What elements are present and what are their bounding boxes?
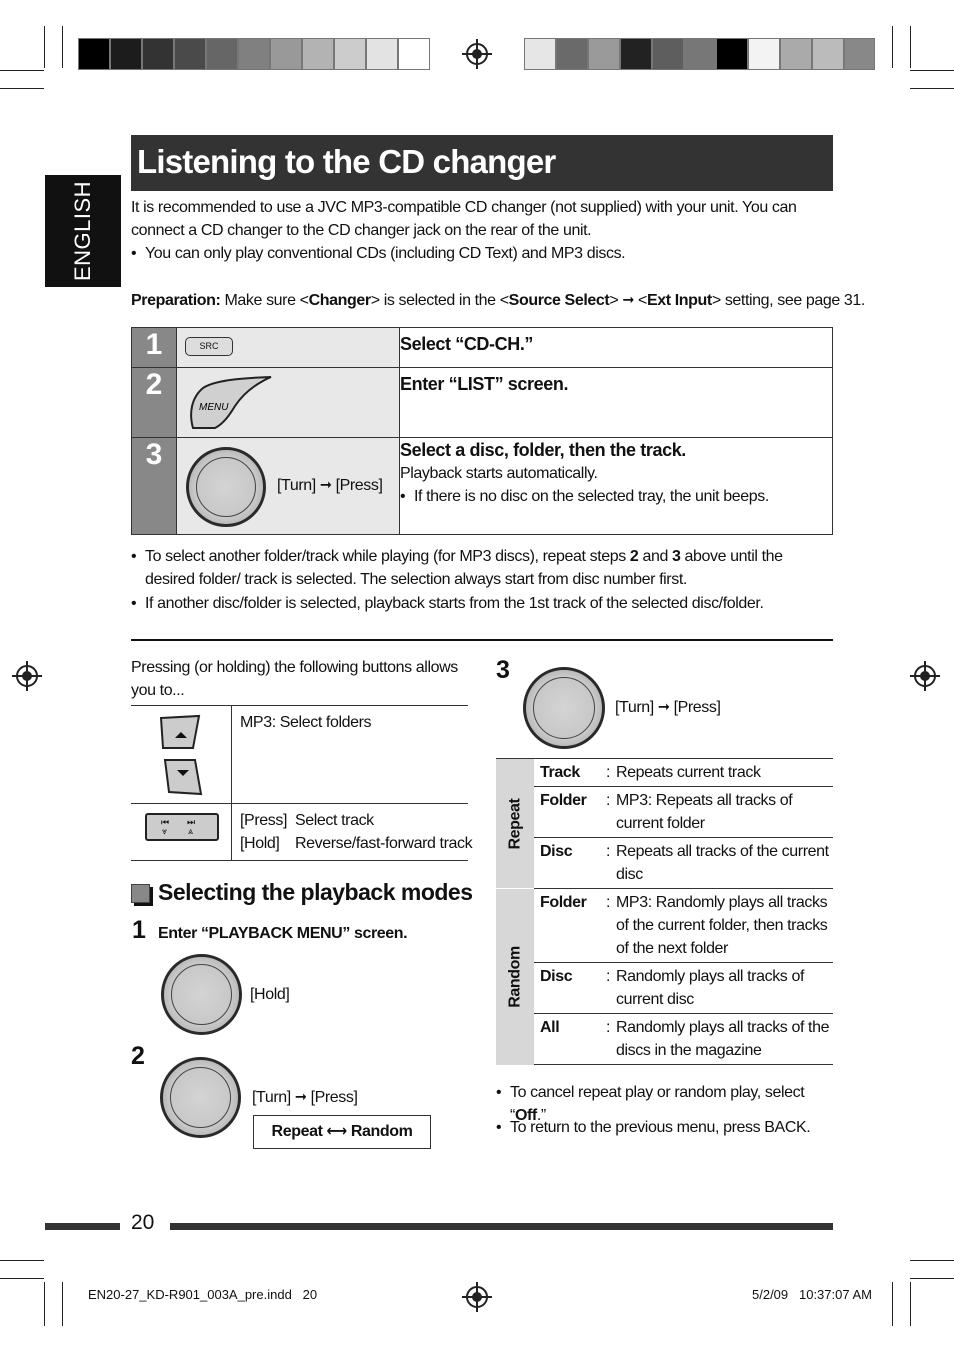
arrow-right-icon: ➞ (622, 292, 634, 309)
control-dial-icon (523, 667, 605, 749)
note-1: • To select another folder/track while playing (for MP3 discs), repeat steps 2 and 3 above until the desired folder/ track is selected. The selection always start from disc number first. (131, 548, 783, 588)
pm-step1-hold: [Hold] (250, 986, 290, 1003)
registration-mark-icon (466, 43, 488, 65)
pm-step2-turn-press: [Turn] ➞ [Press] (252, 1089, 358, 1106)
up-button-icon (159, 714, 203, 752)
step-bullet: • If there is no disc on the selected tray, the unit beeps. (400, 488, 769, 505)
mode-key: Track (534, 759, 600, 787)
down-button-icon (161, 758, 205, 798)
mode-row (496, 889, 833, 963)
src-button-icon (185, 337, 233, 356)
mode-value: Repeats current track (616, 759, 833, 787)
step-icon-cell (177, 368, 400, 438)
pm-step3-turn-press: [Turn] ➞ [Press] (615, 699, 721, 716)
intro-bullet-text: You can only play conventional CDs (including CD Text) and MP3 discs. (145, 245, 626, 262)
preparation-ext-input: Ext Input (646, 292, 712, 309)
pm-step1-number: 1 (132, 916, 146, 944)
buttons-intro: Pressing (or holding) the following buttons allows you to... (131, 659, 458, 699)
step-title: Enter “LIST” screen. (400, 368, 833, 438)
mode-row (496, 963, 833, 1014)
mode-key: All (534, 1014, 600, 1065)
footer-bar-left (45, 1223, 120, 1230)
step-description (400, 438, 833, 535)
step-icon-cell (177, 438, 400, 535)
buttons-row-track-text: [Press] Select track [Hold] Reverse/fast-forward track (240, 812, 473, 852)
repeat-random-box: Repeat ⟷ Random (253, 1115, 431, 1149)
mode-colon: : (600, 838, 616, 889)
section-square-icon (131, 884, 150, 903)
step-row (132, 438, 833, 535)
footer-date: 5/2/09 10:37:07 AM (752, 1287, 872, 1302)
playback-modes-heading: Selecting the playback modes (158, 879, 473, 905)
mode-value: Repeats all tracks of the current disc (616, 838, 833, 889)
preparation-line (131, 289, 865, 312)
arrow-right-icon: ➞ (319, 477, 332, 494)
skip-buttons-icon: ⏮︎ ⏭︎ ⩔ ⩓ (145, 813, 219, 841)
step-number: 2 (132, 368, 177, 438)
back-note: • To return to the previous menu, press BACK. (496, 1119, 811, 1136)
step-number: 3 (132, 438, 177, 535)
preparation-text-5: > setting, see page 31. (711, 292, 865, 309)
cancel-note: • To cancel repeat play or random play, select “Off.” (496, 1084, 805, 1124)
footer-file: EN20-27_KD-R901_003A_pre.indd 20 (88, 1287, 318, 1302)
mode-colon: : (600, 1014, 616, 1065)
mode-colon: : (600, 787, 616, 838)
mode-colon: : (600, 963, 616, 1014)
step-title: Select a disc, folder, then the track. (400, 440, 686, 460)
page-title: Listening to the CD changer (137, 143, 556, 180)
intro-paragraph: It is recommended to use a JVC MP3-compatible CD changer (not supplied) with your unit. You can connect a CD changer to the CD changer jack on the rear of the unit. (131, 199, 797, 239)
language-tab-label: ENGLISH (70, 180, 95, 282)
preparation-changer: Changer (308, 292, 371, 309)
buttons-row-folders-text: MP3: Select folders (240, 714, 372, 731)
pm-step2-number: 2 (131, 1042, 145, 1070)
control-dial-icon (160, 1057, 241, 1138)
buttons-row-folders (131, 706, 468, 804)
mode-row (496, 759, 833, 787)
mode-key: Disc (534, 838, 600, 889)
mode-row (496, 1014, 833, 1065)
mode-key: Folder (534, 889, 600, 963)
footer-bar-right (170, 1223, 833, 1230)
step-row (132, 328, 833, 368)
preparation-text-4: < (633, 292, 647, 309)
page-number: 20 (131, 1211, 155, 1234)
mode-value: Randomly plays all tracks of the discs in the magazine (616, 1014, 833, 1065)
mode-key: Disc (534, 963, 600, 1014)
mode-key: Folder (534, 787, 600, 838)
step-icon-cell (177, 328, 400, 368)
registration-mark-icon (914, 665, 936, 687)
modes-table (496, 758, 833, 1065)
mode-row (496, 838, 833, 889)
step-text: Playback starts automatically. (400, 465, 598, 482)
preparation-text-2: > is selected in the < (370, 292, 509, 309)
src-button-label: SRC (199, 341, 219, 351)
pm-step3-number: 3 (496, 656, 510, 684)
preparation-text-1: Make sure < (224, 292, 309, 309)
mode-row (496, 787, 833, 838)
preparation-source-select: Source Select (508, 292, 610, 309)
page-title-bar (131, 135, 833, 191)
double-arrow-icon: ⟷ (326, 1123, 347, 1140)
note-2: • If another disc/folder is selected, playback starts from the 1st track of the selected disc/folder. (131, 595, 764, 612)
intro-bullet: • You can only play conventional CDs (including CD Text) and MP3 discs. (131, 245, 626, 262)
step-row (132, 368, 833, 438)
language-tab (45, 175, 121, 287)
mode-colon: : (600, 759, 616, 787)
preparation-label: Preparation: (131, 292, 221, 309)
preparation-text-3: > (609, 292, 623, 309)
registration-mark-icon (16, 665, 38, 687)
random-group: Random (496, 889, 534, 1065)
mode-value: Randomly plays all tracks of current disc (616, 963, 833, 1014)
repeat-group: Repeat (496, 759, 534, 889)
step-title: Select “CD-CH.” (400, 328, 833, 368)
arrow-right-icon: ➞ (294, 1089, 307, 1106)
pm-step1-text: Enter “PLAYBACK MENU” screen. (158, 925, 408, 942)
menu-button-label: MENU (199, 402, 229, 413)
arrow-right-icon: ➞ (657, 699, 670, 716)
mode-value: MP3: Repeats all tracks of current folder (616, 787, 833, 838)
registration-mark-icon (466, 1286, 488, 1308)
control-dial-icon (161, 954, 242, 1035)
turn-press-label: [Turn] ➞ [Press] (277, 477, 383, 494)
buttons-row-track (131, 804, 473, 860)
mode-value: MP3: Randomly plays all tracks of the current folder, then tracks of the next folder (616, 889, 833, 963)
mode-colon: : (600, 889, 616, 963)
steps-table (131, 327, 833, 535)
section-divider (131, 639, 833, 641)
buttons-table (131, 705, 473, 861)
menu-button-icon (185, 376, 277, 432)
control-dial-icon (186, 447, 266, 527)
step-number: 1 (132, 328, 177, 368)
